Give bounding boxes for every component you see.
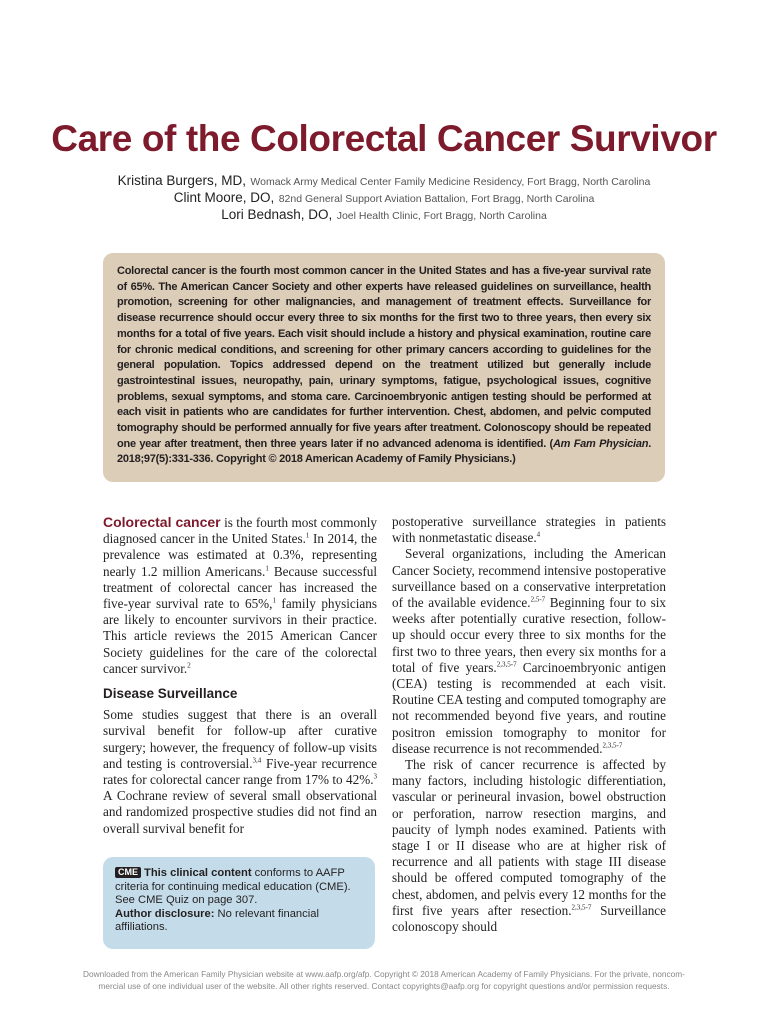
column-left bbox=[103, 514, 377, 837]
journal-name: Am Fam Physician bbox=[552, 437, 649, 450]
author-line bbox=[0, 206, 768, 224]
author-disclosure: Author disclosure: No relevant financial affiliations. bbox=[115, 907, 319, 933]
body-paragraph: Some studies suggest that there is an overall survival benefit for follow-up after curative surgery; however, the frequency of follow-up visits and testing is controversial.$^{3,4}$ Five-year recurrence rates for colorectal cancer range from 17% to 42%.$^3$ A Cochrane review of several small observational and randomized prospective studies did not find an overall survival benefit for bbox=[103, 707, 377, 836]
cme-badge: CME bbox=[115, 867, 141, 878]
cme-box bbox=[103, 857, 375, 949]
body-paragraph: postoperative surveillance strategies in patients with nonmetastatic disease.$^4$ bbox=[392, 514, 666, 546]
author-name: Clint Moore, DO, bbox=[173, 190, 275, 205]
author-affiliation: Womack Army Medical Center Family Medicine Residency, Fort Bragg, North Carolina bbox=[250, 176, 651, 188]
article-title: Care of the Colorectal Cancer Survivor bbox=[51, 118, 717, 159]
lead-in: Colorectal cancer bbox=[103, 514, 221, 530]
intro-paragraph: Colorectal cancer is the fourth most commonly diagnosed cancer in the United States.$^1$ In 2014, the prevalence was estimated at 0.3%, representing nearly 1.2 million Americans.$^1$ Because successful treatment of colorectal cancer has increased the five-year survival rate to 65%,$^1$ family physicians are likely to encounter survivors in their practice. This article reviews the 2015 American Cancer Society guidelines for the care of the colorectal cancer survivor.$^2$ bbox=[103, 514, 377, 676]
body-paragraph: The risk of cancer recurrence is affected by many factors, including histologic differentiation, vascular or perineural invasion, bowel obstruction or perforation, narrow resection margins, and paucity of lymph nodes examined. Patients with stage I or II disease who are at higher risk of recurrence and all patients with stage III disease should be offered computed tomography of the chest, abdomen, and pelvis every 12 months for the first five years after resection.$^{2,3,5-7}$ Surveillance colonoscopy should bbox=[392, 757, 666, 935]
section-heading: Disease Surveillance bbox=[103, 686, 238, 702]
abstract-box bbox=[103, 253, 665, 482]
copyright-footer: Downloaded from the American Family Physician website at www.aafp.org/afp. Copyright © 2018 American Academy of Family Physicians. For the private, noncom- mercial use of one individual user of the website. All other rights reserved. Contact copyrights@aafp.org for copyright questions and/or permission requests. bbox=[83, 969, 685, 991]
column-right bbox=[392, 514, 666, 935]
author-line bbox=[0, 189, 768, 207]
abstract-citation: . 2018;97(5):331-336. Copyright © 2018 American Academy of Family Physicians.) bbox=[117, 437, 651, 466]
author-line bbox=[0, 172, 768, 190]
author-affiliation: Joel Health Clinic, Fort Bragg, North Carolina bbox=[336, 210, 547, 222]
author-name: Lori Bednash, DO, bbox=[221, 207, 333, 222]
abstract-text: Colorectal cancer is the fourth most common cancer in the United States and has a five-year survival rate of 65%. The American Cancer Society and other experts have released guidelines on surveillance, health promotion, screening for other malignancies, and management of treatment effects. Surveillance for disease recurrence should occur every three to six months for the first two to three years, then every six months for a total of five years. Each visit should include a history and physical examination, routine care for chronic medical conditions, and screening for other primary cancers according to guidelines for the general population. Topics addressed depend on the treatment utilized but generally include gastrointestinal issues, neuropathy, pain, urinary symptoms, fatigue, psychological issues, cognitive problems, sexual symptoms, and stoma care. Carcinoembryonic antigen testing should be performed at each visit in patients who are candidates for further intervention. Chest, abdomen, and pelvic computed tomography should be performed annually for five years after treatment. Colonoscopy should be repeated one year after treatment, then three years later if no advanced adenoma is identified. (Am Fam Physician. 2018;97(5):331-336. Copyright © 2018 American Academy of Family Physicians.) bbox=[117, 265, 651, 466]
author-affiliation: 82nd General Support Aviation Battalion, Fort Bragg, North Carolina bbox=[278, 193, 595, 205]
body-paragraph: Several organizations, including the American Cancer Society, recommend intensive postoperative surveillance based on a conservative interpretation of the available evidence.$^{2,5-7}$ Beginning four to six weeks after potentially curative resection, follow-up should occur every three to six months for the first two to three years, then every six months for a total of five years.$^{2,3,5-7}$ Carcinoembryonic antigen (CEA) testing is recommended at each visit. Routine CEA testing and computed tomography are not recommended beyond five years, and routine positron emission tomography to monitor for disease recurrence is not recommended.$^{2,3,5-7}$ bbox=[392, 546, 666, 756]
author-name: Kristina Burgers, MD, bbox=[117, 173, 246, 188]
cme-statement: CME This clinical content conforms to AAFP criteria for continuing medical education (CME). See CME Quiz on page 307. bbox=[115, 867, 351, 906]
